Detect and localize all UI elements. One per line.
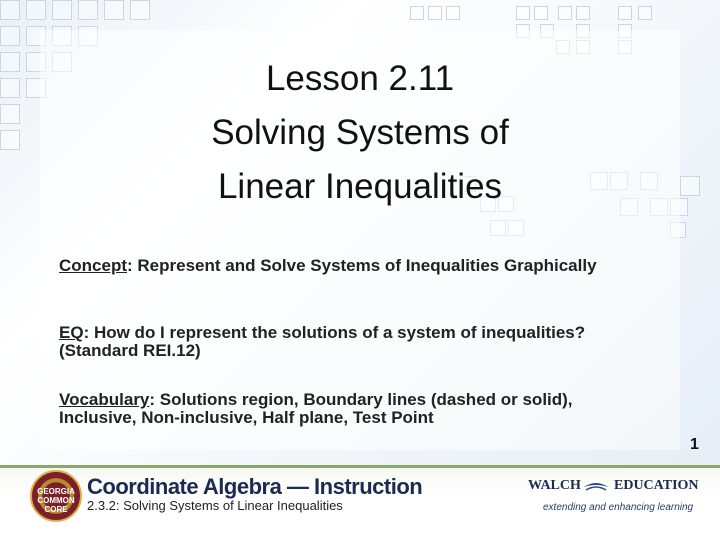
course-subtitle: 2.3.2: Solving Systems of Linear Inequalities	[87, 498, 343, 513]
walch-swoosh-icon	[582, 479, 610, 495]
footer-accent-line	[0, 465, 720, 468]
vocabulary-term: Vocabulary	[59, 390, 150, 409]
vocabulary-paragraph	[59, 391, 619, 427]
eq-term: EQ	[59, 323, 84, 342]
seal-text: GEORGIA COMMON CORE	[37, 487, 75, 514]
eq-text: : How do I represent the solutions of a system of inequalities? (Standard REI.12)	[59, 323, 586, 360]
eq-paragraph	[59, 324, 659, 360]
publisher-right: EDUCATION	[614, 478, 699, 493]
walch-education-logo	[528, 478, 699, 500]
title-line-1: Lesson 2.11	[265, 59, 455, 98]
publisher-left: WALCH	[528, 478, 581, 493]
vocabulary-text: : Solutions region, Boundary lines (dashed or solid), Inclusive, Non-inclusive, Half plane, Test Point	[59, 390, 573, 427]
georgia-common-core-seal-icon	[30, 470, 82, 522]
publisher-tagline: extending and enhancing learning	[543, 502, 694, 513]
title-line-2: Solving Systems of	[211, 113, 509, 152]
concept-paragraph	[59, 257, 659, 275]
concept-term: Concept	[59, 256, 127, 275]
course-title: Coordinate Algebra — Instruction	[87, 474, 423, 499]
page-number: 1	[690, 436, 699, 453]
slide-title	[0, 52, 720, 214]
title-line-3: Linear Inequalities	[217, 167, 503, 206]
concept-text: : Represent and Solve Systems of Inequalities Graphically	[127, 256, 597, 275]
